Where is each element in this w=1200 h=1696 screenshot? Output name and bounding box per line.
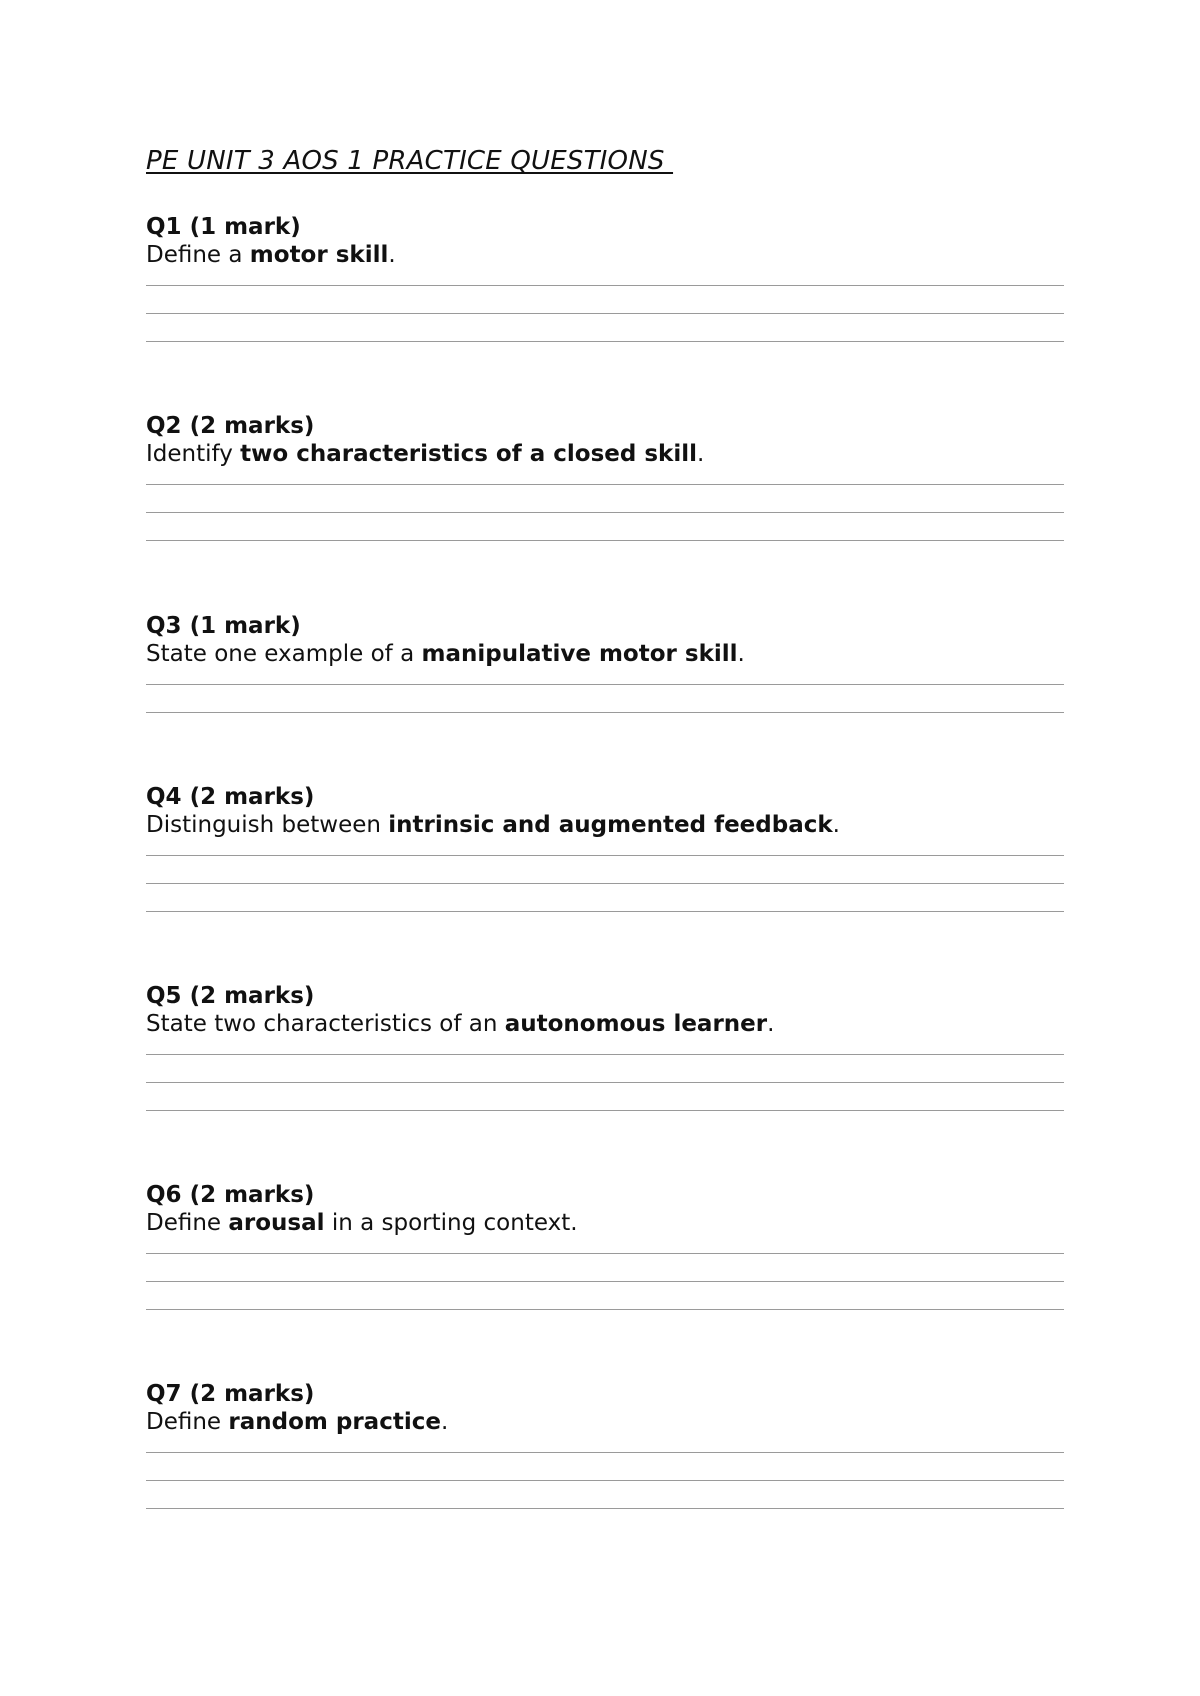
answer-line[interactable] [146, 1281, 1064, 1282]
answer-lines [146, 285, 1064, 342]
answer-line[interactable] [146, 1110, 1064, 1111]
answer-lines [146, 1253, 1064, 1310]
answer-lines [146, 684, 1064, 713]
question-keyword: manipulative motor skill [421, 641, 738, 667]
answer-line[interactable] [146, 540, 1064, 541]
question-heading: Q7 (2 marks) [146, 1381, 315, 1407]
answer-line[interactable] [146, 1054, 1064, 1055]
question-text [146, 1209, 1064, 1237]
question-heading: Q5 (2 marks) [146, 983, 315, 1009]
answer-lines [146, 855, 1064, 912]
question-text [146, 440, 1064, 468]
answer-line[interactable] [146, 484, 1064, 485]
question-text-prefix: Identify [146, 441, 241, 467]
question-heading: Q1 (1 mark) [146, 214, 301, 240]
answer-lines [146, 1054, 1064, 1111]
question-text-suffix: . [832, 812, 840, 838]
question-text-suffix: in a sporting context. [324, 1210, 578, 1236]
question-keyword: motor skill [249, 242, 389, 268]
answer-line[interactable] [146, 1253, 1064, 1254]
question-2 [146, 412, 1064, 568]
answer-lines [146, 484, 1064, 541]
question-1 [146, 213, 1064, 369]
answer-line[interactable] [146, 855, 1064, 856]
question-5 [146, 982, 1064, 1138]
question-text-prefix: State one example of a [146, 641, 422, 667]
question-text [146, 640, 1064, 668]
answer-line[interactable] [146, 1480, 1064, 1481]
question-text-prefix: Distinguish between [146, 812, 389, 838]
answer-line[interactable] [146, 1452, 1064, 1453]
question-text [146, 1408, 1064, 1436]
question-text-suffix: . [697, 441, 705, 467]
question-text-suffix: . [388, 242, 396, 268]
answer-line[interactable] [146, 1082, 1064, 1083]
answer-line[interactable] [146, 1508, 1064, 1509]
question-text-prefix: Define a [146, 242, 250, 268]
answer-line[interactable] [146, 911, 1064, 912]
answer-line[interactable] [146, 313, 1064, 314]
question-text-suffix: . [440, 1409, 449, 1435]
answer-line[interactable] [146, 712, 1064, 713]
question-4 [146, 783, 1064, 939]
answer-line[interactable] [146, 883, 1064, 884]
question-text [146, 241, 1064, 269]
question-keyword: autonomous learner [504, 1011, 768, 1037]
question-text-suffix: . [737, 641, 745, 667]
question-keyword: intrinsic and augmented feedback [388, 812, 833, 838]
answer-line[interactable] [146, 285, 1064, 286]
answer-line[interactable] [146, 512, 1064, 513]
page-title: PE UNIT 3 AOS 1 PRACTICE QUESTIONS [146, 146, 674, 176]
question-keyword: two characteristics of a closed skill [240, 441, 697, 467]
question-text-prefix: State two characteristics of an [146, 1011, 505, 1037]
question-text [146, 811, 1064, 839]
question-keyword: arousal [228, 1210, 325, 1236]
question-6 [146, 1181, 1064, 1337]
question-heading: Q3 (1 mark) [146, 613, 301, 639]
answer-line[interactable] [146, 1309, 1064, 1310]
question-keyword: random practice [228, 1409, 441, 1435]
question-3 [146, 612, 1064, 740]
question-text [146, 1010, 1064, 1038]
answer-line[interactable] [146, 684, 1064, 685]
answer-line[interactable] [146, 341, 1064, 342]
question-text-prefix: Define [146, 1210, 229, 1236]
question-7 [146, 1380, 1064, 1536]
question-heading: Q2 (2 marks) [146, 413, 315, 439]
question-text-prefix: Define [146, 1409, 229, 1435]
question-heading: Q4 (2 marks) [146, 784, 315, 810]
question-text-suffix: . [767, 1011, 775, 1037]
question-heading: Q6 (2 marks) [146, 1182, 315, 1208]
answer-lines [146, 1452, 1064, 1509]
